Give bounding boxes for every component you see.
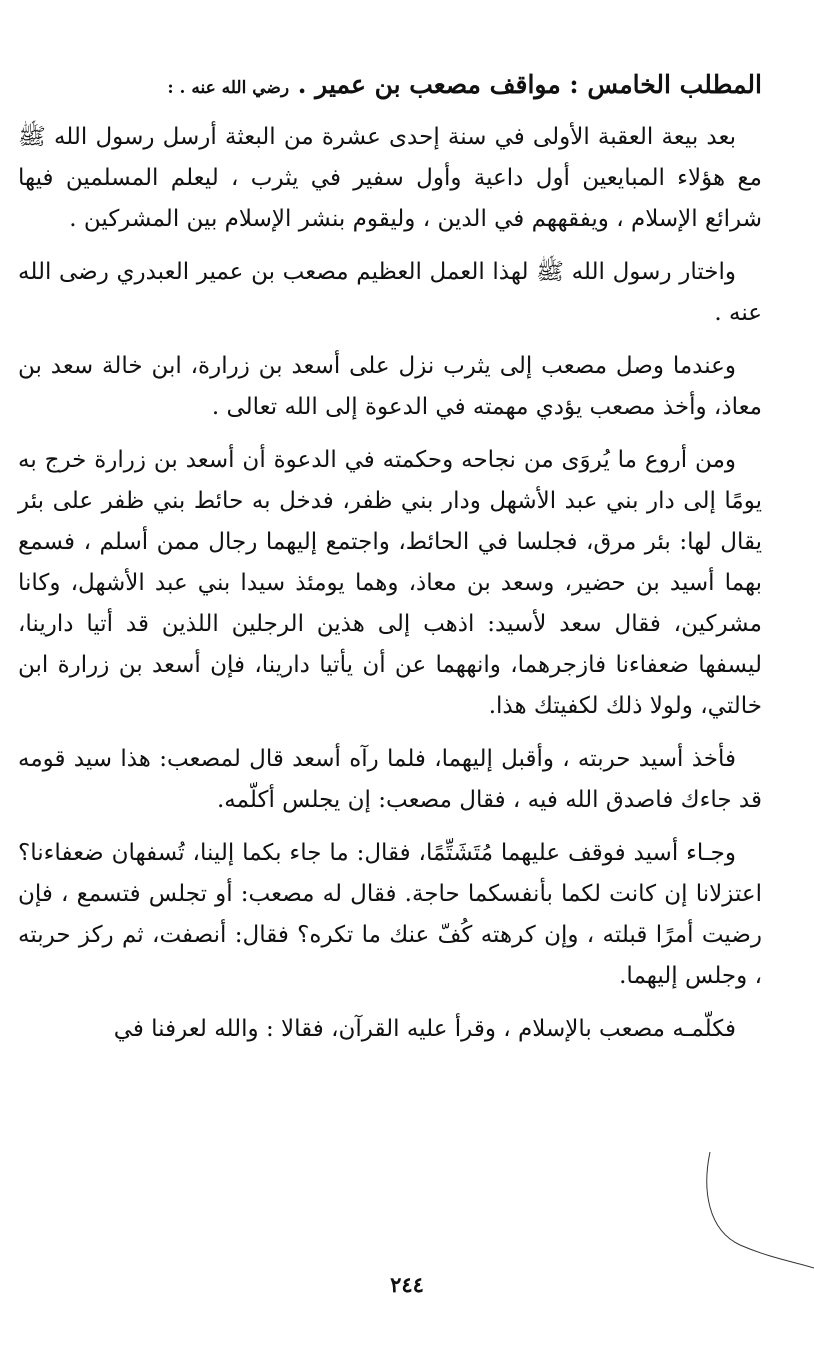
paragraph-1: بعد بيعة العقبة الأولى في سنة إحدى عشرة من البعثة أرسل رسول الله ﷺ مع هؤلاء المبايعين أول داعية وأول سفير في يثرب ، ليعلم المسلمين فيها شرائع الإسلام ، ويفقههم في الدين ، وليقوم بنشر الإسلام بين المشركين . (18, 124, 762, 232)
paragraph-6: وجـاء أسيد فوقف عليهما مُتَشَتِّمًا، فقال: ما جاء بكما إلينا، تُسفهان ضعفاءنا؟ اعتزلانا إن كانت لكما بأنفسكما حاجة. فقال له مصعب: أو تجلس فتسمع ، فإن رضيت أمرًا قبلته ، وإن كرهته كُفّ عنك ما تكره؟ فقال: أنصفت، ثم ركز حربته ، وجلس إليهما. (18, 840, 762, 989)
paragraph-5: فأخذ أسيد حربته ، وأقبل إليهما، فلما رآه أسعد قال لمصعب: هذا سيد قومه قد جاءك فاصدق الله فيه ، فقال مصعب: إن يجلس أكلّمه. (18, 746, 762, 813)
heading-sub: رضي الله عنه . : (167, 78, 290, 98)
paragraph-4: ومن أروع ما يُروَى من نجاحه وحكمته في الدعوة أن أسعد بن زرارة خرج به يومًا إلى دار بني عبد الأشهل ودار بني ظفر، فدخل به حائط بني ظفر على بئر يقال لها: بئر مرق، فجلسا في الحائط، واجتمع إليهما رجال ممن أسلم ، فسمع بهما أسيد بن حضير، وسعد بن معاذ، وهما يومئذ سيدا بني عبد الأشهل، وكانا مشركين، فقال سعد لأسيد: اذهب إلى هذين الرجلين اللذين قد أتيا دارينا، ليسفها ضعفاءنا فازجرهما، وانههما عن أن يأتيا دارينا، فإن أسعد بن زرارة ابن خالتي، ولولا ذلك لكفيتك هذا. (18, 447, 762, 719)
heading-main: المطلب الخامس : مواقف مصعب بن عمير . (297, 70, 762, 99)
paragraph-2: واختار رسول الله ﷺ لهذا العمل العظيم مصعب بن عمير العبدري رضى الله عنه . (18, 259, 762, 326)
page-body (18, 62, 762, 1062)
paragraph-3: وعندما وصل مصعب إلى يثرب نزل على أسعد بن زرارة، ابن خالة سعد بن معاذ، وأخذ مصعب يؤدي مهمته في الدعوة إلى الله تعالى . (18, 353, 762, 420)
section-heading (18, 62, 762, 111)
pen-stroke (707, 1152, 814, 1268)
pen-margin-mark (700, 1150, 814, 1270)
page-number: ٢٤٤ (390, 1272, 424, 1297)
paragraph-7: فكلّمـه مصعب بالإسلام ، وقرأ عليه القرآن، فقالا : والله لعرفنا في (113, 1016, 736, 1042)
